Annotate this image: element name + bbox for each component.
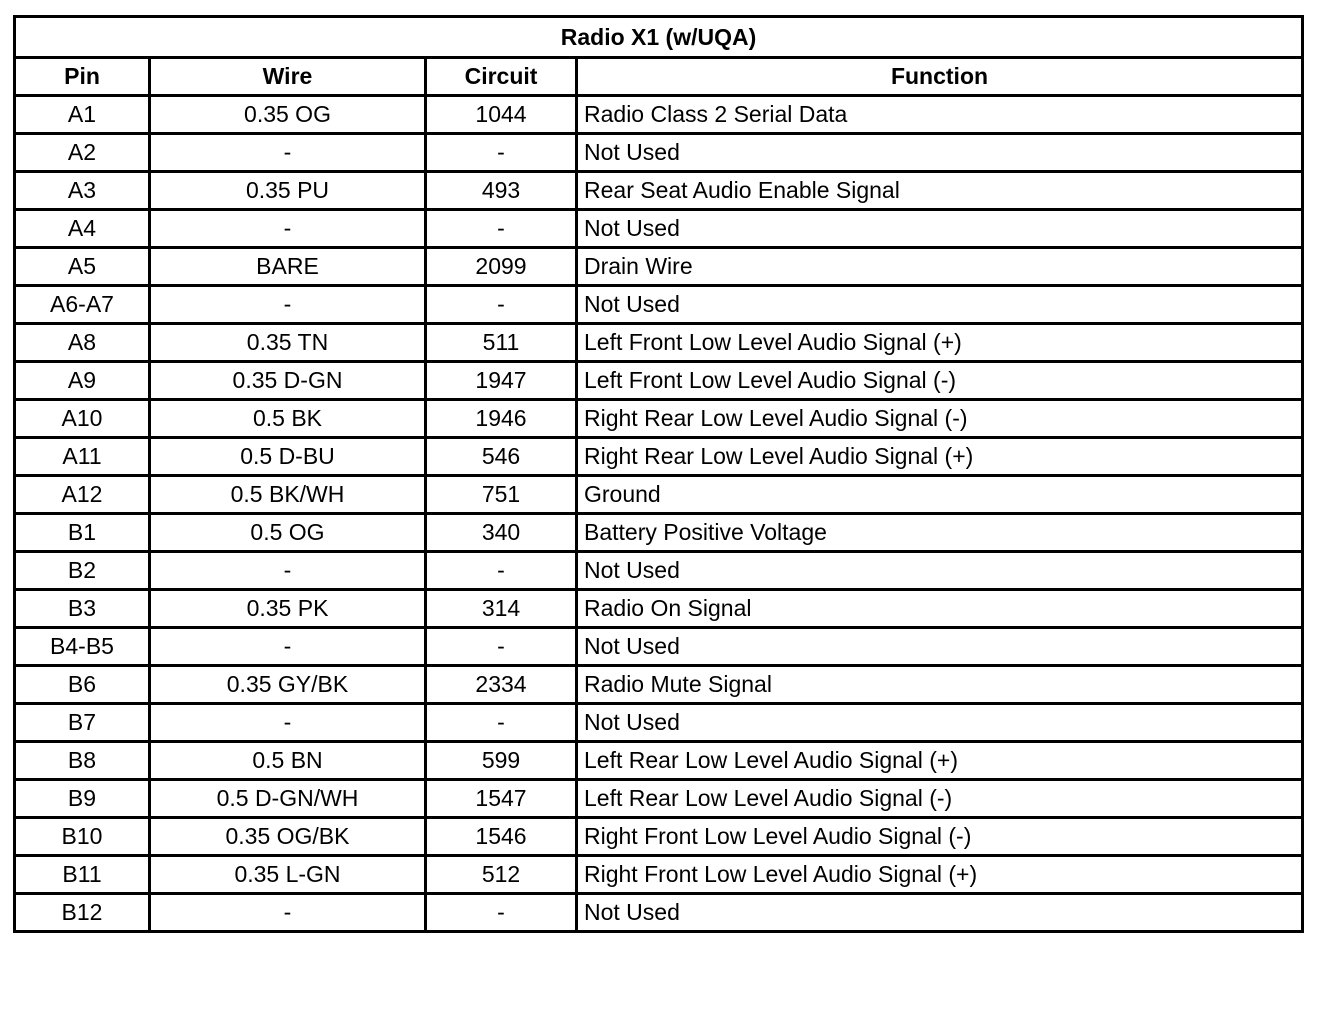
circuit-cell: - [426, 286, 577, 324]
connector-pinout-table [13, 15, 1304, 933]
pin-cell: B10 [15, 818, 150, 856]
pin-cell: A9 [15, 362, 150, 400]
connector-table-container [13, 15, 1301, 933]
pin-cell: B2 [15, 552, 150, 590]
wire-cell: 0.35 D-GN [150, 362, 426, 400]
pin-cell: B6 [15, 666, 150, 704]
circuit-cell: - [426, 704, 577, 742]
table-row [15, 742, 1303, 780]
function-cell: Rear Seat Audio Enable Signal [577, 172, 1303, 210]
wire-cell: 0.35 PU [150, 172, 426, 210]
function-cell: Ground [577, 476, 1303, 514]
circuit-cell: - [426, 552, 577, 590]
function-cell: Drain Wire [577, 248, 1303, 286]
table-row [15, 704, 1303, 742]
circuit-cell: 546 [426, 438, 577, 476]
pin-cell: A10 [15, 400, 150, 438]
function-cell: Not Used [577, 552, 1303, 590]
table-row [15, 666, 1303, 704]
wire-cell: 0.5 BK/WH [150, 476, 426, 514]
circuit-cell: 751 [426, 476, 577, 514]
circuit-cell: - [426, 210, 577, 248]
wire-cell: 0.35 PK [150, 590, 426, 628]
table-row [15, 210, 1303, 248]
pin-cell: A11 [15, 438, 150, 476]
pin-cell: B12 [15, 894, 150, 932]
function-cell: Not Used [577, 704, 1303, 742]
wire-cell: 0.35 GY/BK [150, 666, 426, 704]
table-row [15, 856, 1303, 894]
column-header-wire: Wire [150, 58, 426, 96]
table-row [15, 628, 1303, 666]
circuit-cell: 340 [426, 514, 577, 552]
circuit-cell: 1546 [426, 818, 577, 856]
table-row [15, 552, 1303, 590]
table-body [15, 96, 1303, 932]
circuit-cell: - [426, 134, 577, 172]
function-cell: Radio Class 2 Serial Data [577, 96, 1303, 134]
function-cell: Radio On Signal [577, 590, 1303, 628]
header-row [15, 58, 1303, 96]
pin-cell: A8 [15, 324, 150, 362]
wire-cell: - [150, 286, 426, 324]
function-cell: Not Used [577, 210, 1303, 248]
pin-cell: B7 [15, 704, 150, 742]
table-row [15, 248, 1303, 286]
table-title: Radio X1 (w/UQA) [15, 17, 1303, 58]
function-cell: Left Front Low Level Audio Signal (-) [577, 362, 1303, 400]
column-header-function: Function [577, 58, 1303, 96]
wire-cell: - [150, 134, 426, 172]
pin-cell: B8 [15, 742, 150, 780]
table-row [15, 362, 1303, 400]
wire-cell: 0.5 D-GN/WH [150, 780, 426, 818]
function-cell: Left Rear Low Level Audio Signal (-) [577, 780, 1303, 818]
circuit-cell: 1547 [426, 780, 577, 818]
wire-cell: - [150, 210, 426, 248]
pin-cell: B4-B5 [15, 628, 150, 666]
pin-cell: B1 [15, 514, 150, 552]
function-cell: Left Front Low Level Audio Signal (+) [577, 324, 1303, 362]
circuit-cell: 511 [426, 324, 577, 362]
wire-cell: - [150, 628, 426, 666]
circuit-cell: 599 [426, 742, 577, 780]
function-cell: Right Rear Low Level Audio Signal (+) [577, 438, 1303, 476]
circuit-cell: 1946 [426, 400, 577, 438]
wire-cell: 0.35 OG/BK [150, 818, 426, 856]
table-row [15, 780, 1303, 818]
wire-cell: 0.35 TN [150, 324, 426, 362]
pin-cell: A6-A7 [15, 286, 150, 324]
table-row [15, 590, 1303, 628]
circuit-cell: 493 [426, 172, 577, 210]
function-cell: Radio Mute Signal [577, 666, 1303, 704]
wire-cell: BARE [150, 248, 426, 286]
pin-cell: A12 [15, 476, 150, 514]
wire-cell: 0.5 OG [150, 514, 426, 552]
circuit-cell: - [426, 628, 577, 666]
circuit-cell: 314 [426, 590, 577, 628]
wire-cell: 0.5 D-BU [150, 438, 426, 476]
column-header-circuit: Circuit [426, 58, 577, 96]
table-row [15, 96, 1303, 134]
circuit-cell: 1044 [426, 96, 577, 134]
function-cell: Right Rear Low Level Audio Signal (-) [577, 400, 1303, 438]
circuit-cell: 1947 [426, 362, 577, 400]
function-cell: Left Rear Low Level Audio Signal (+) [577, 742, 1303, 780]
wire-cell: 0.5 BK [150, 400, 426, 438]
pin-cell: A5 [15, 248, 150, 286]
table-row [15, 172, 1303, 210]
title-row [15, 17, 1303, 58]
wire-cell: - [150, 552, 426, 590]
function-cell: Not Used [577, 894, 1303, 932]
function-cell: Right Front Low Level Audio Signal (-) [577, 818, 1303, 856]
pin-cell: A2 [15, 134, 150, 172]
wire-cell: - [150, 704, 426, 742]
table-row [15, 438, 1303, 476]
wire-cell: 0.35 OG [150, 96, 426, 134]
function-cell: Battery Positive Voltage [577, 514, 1303, 552]
circuit-cell: - [426, 894, 577, 932]
wire-cell: - [150, 894, 426, 932]
circuit-cell: 2334 [426, 666, 577, 704]
pin-cell: A3 [15, 172, 150, 210]
pin-cell: B9 [15, 780, 150, 818]
table-row [15, 286, 1303, 324]
table-row [15, 400, 1303, 438]
function-cell: Not Used [577, 134, 1303, 172]
table-row [15, 476, 1303, 514]
wire-cell: 0.35 L-GN [150, 856, 426, 894]
function-cell: Not Used [577, 286, 1303, 324]
function-cell: Right Front Low Level Audio Signal (+) [577, 856, 1303, 894]
column-header-pin: Pin [15, 58, 150, 96]
circuit-cell: 512 [426, 856, 577, 894]
wire-cell: 0.5 BN [150, 742, 426, 780]
circuit-cell: 2099 [426, 248, 577, 286]
pin-cell: B3 [15, 590, 150, 628]
table-row [15, 514, 1303, 552]
pin-cell: A4 [15, 210, 150, 248]
function-cell: Not Used [577, 628, 1303, 666]
table-row [15, 324, 1303, 362]
pin-cell: B11 [15, 856, 150, 894]
table-row [15, 894, 1303, 932]
table-row [15, 818, 1303, 856]
table-row [15, 134, 1303, 172]
pin-cell: A1 [15, 96, 150, 134]
